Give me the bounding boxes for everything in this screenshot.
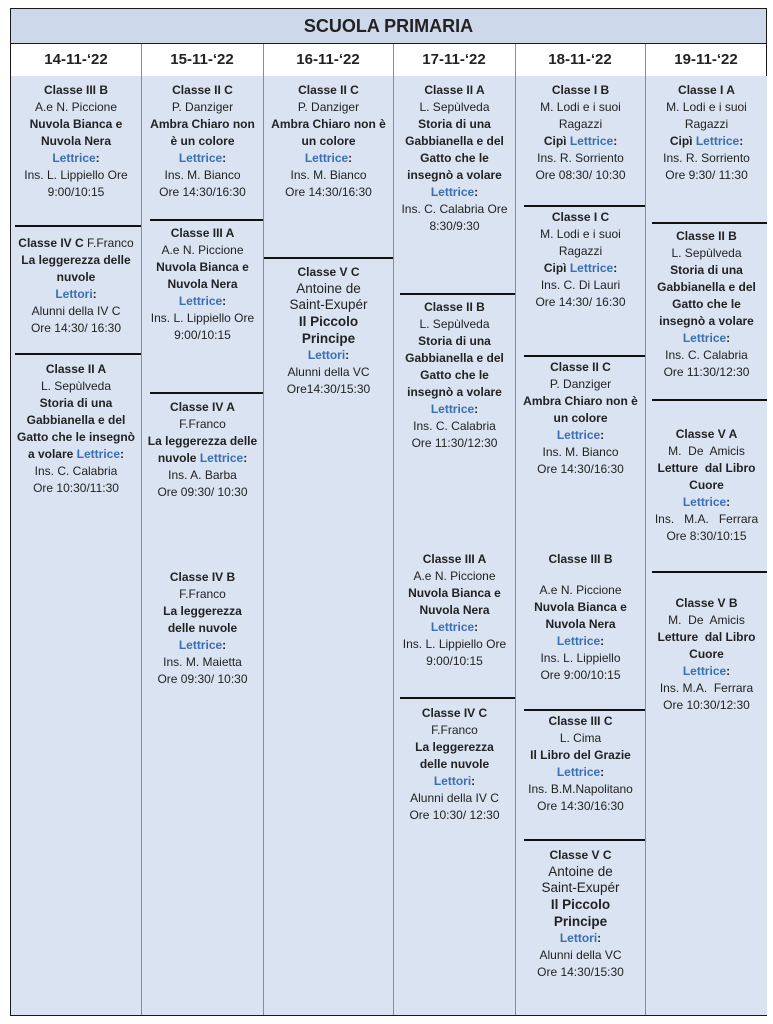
book-title: Principe <box>553 914 608 929</box>
book-title: Gabbianella e del <box>405 134 504 148</box>
book-title: Gatto che le insegnò <box>16 430 136 444</box>
day-header-4: 17-11-‘22 <box>422 51 486 68</box>
class-name: Classe III A <box>170 226 235 240</box>
author: A.e N. Piccione <box>34 100 118 114</box>
teacher: Ins. L. Lippiello <box>540 651 621 665</box>
day-header-6: 19-11-‘22 <box>674 51 738 68</box>
book-title: insegnò a volare <box>659 314 754 328</box>
session-block: Classe I B M. Lodi e i suoi Ragazzi Cipì Lettrice: Ins. R. Sorriento Ore 08:30/ 10:30 <box>516 82 645 184</box>
book-title: Nuvola Bianca e <box>29 117 123 131</box>
book-title: nuvole <box>157 451 197 465</box>
time-slot: Ore 14:30/16:30 <box>537 799 624 813</box>
time-slot: Ore 14:30/15:30 <box>537 965 624 979</box>
author: L. Sepùlveda <box>40 379 112 393</box>
book-title: a volare <box>27 447 74 461</box>
book-title: Storia di una <box>39 396 113 410</box>
book-title: La leggerezza delle <box>147 434 258 448</box>
book-title: La leggerezza <box>163 604 242 618</box>
reader-role: Lettrice <box>199 451 244 465</box>
author: M. Lodi e i suoi <box>540 100 621 114</box>
session-block: Classe III B A.e N. Piccione Nuvola Bianca e Nuvola Nera Lettrice: Ins. L. Lippiello Ore 9:00/10:15 <box>516 551 645 684</box>
reader-role: Lettrice <box>682 331 727 345</box>
time-slot: 8:30/9:30 <box>429 219 480 233</box>
author: M. De Amicis <box>668 444 745 458</box>
teacher: Ins. M. Bianco <box>290 168 367 182</box>
reader-role: Lettrice <box>178 294 223 308</box>
author: Saint-Exupér <box>289 297 368 312</box>
book-title: Ambra Chiaro non <box>150 117 255 131</box>
session-block: Classe I C M. Lodi e i suoi Ragazzi Cipì Lettrice: Ins. C. Di Lauri Ore 14:30/ 16:30 <box>516 209 645 311</box>
session-block: Classe II C P. Danziger Ambra Chiaro non è un colore Lettrice: Ins. M. Bianco Ore 14:30/16:30 <box>142 82 263 201</box>
reader-role: Lettrice <box>569 261 614 275</box>
time-slot: Ore 09:30/ 10:30 <box>157 672 248 686</box>
column-day-2 <box>142 76 263 1015</box>
class-name: Classe II C <box>550 360 611 374</box>
reader-role: Lettrice <box>178 638 223 652</box>
session-block: Classe III B A.e N. Piccione Nuvola Bianca e Nuvola Nera Lettrice: Ins. L. Lippiello Ore 9:00/10:15 <box>11 82 141 201</box>
class-name: Classe II A <box>424 83 485 97</box>
teacher: Ins. M. Bianco <box>164 168 241 182</box>
author: A.e N. Piccione <box>539 583 622 597</box>
column-day-1 <box>11 76 141 1015</box>
teacher: Ins. M. Bianco <box>542 445 619 459</box>
block-divider <box>524 709 645 711</box>
time-slot: Ore 9:00/10:15 <box>540 668 621 682</box>
teacher: Ins. A. Barba <box>168 468 237 482</box>
class-name: Classe II B <box>676 229 737 243</box>
reader-role: Lettrice <box>682 664 727 678</box>
author: Antoine de <box>548 864 613 879</box>
time-slot: Ore 09:30/ 10:30 <box>157 485 248 499</box>
class-name: Classe V C <box>549 848 612 862</box>
page-title: SCUOLA PRIMARIA <box>11 9 766 44</box>
book-title: un colore <box>553 411 608 425</box>
book-title: è un colore <box>170 134 235 148</box>
book-title: Nuvola Nera <box>419 603 490 617</box>
time-slot: Ore14:30/15:30 <box>286 382 371 396</box>
teacher: Ins. L. Lippiello Ore <box>150 311 255 325</box>
teacher: Ins. M.A. Ferrara <box>654 512 759 526</box>
time-slot: Ore 8:30/10:15 <box>666 529 747 543</box>
teacher: Ins. C. Calabria <box>34 464 118 478</box>
author: P. Danziger <box>297 100 360 114</box>
book-title: Gabbianella e del <box>657 280 756 294</box>
book-title: delle nuvole <box>167 621 238 635</box>
book-title: Storia di una <box>418 117 491 131</box>
book-title: Cipì <box>543 134 567 148</box>
class-name: Classe V C <box>297 265 360 279</box>
author: P. Danziger <box>171 100 234 114</box>
reader-role: Lettori <box>307 348 346 362</box>
teacher: Ins. C. Calabria <box>665 348 748 362</box>
class-name: Classe I A <box>678 83 735 97</box>
block-divider <box>150 392 263 394</box>
day-header-5: 18-11-‘22 <box>548 51 612 68</box>
author: M. Lodi e i suoi <box>540 227 621 241</box>
class-name: Classe V A <box>675 427 738 441</box>
day-header-1: 14-11-‘22 <box>44 51 108 68</box>
class-name: Classe III B <box>43 83 109 97</box>
author: A.e N. Piccione <box>413 569 496 583</box>
session-block: Classe II A L. Sepùlveda Storia di una Gabbianella e del Gatto che le insegnò a volare Lettrice: Ins. C. Calabria Ore 8:30/9:30 <box>394 82 515 235</box>
teacher: Alunni della IV C <box>410 791 499 805</box>
session-block: Classe IV B F.Franco La leggerezza delle nuvole Lettrice: Ins. M. Maietta Ore 09:30/ 10:30 <box>142 569 263 688</box>
book-title: Storia di una <box>418 334 491 348</box>
reader-role: Lettrice <box>430 402 475 416</box>
reader-role: Lettrice <box>430 185 475 199</box>
schedule-table <box>10 8 767 1016</box>
class-name: Classe II B <box>424 300 485 314</box>
time-slot: Ore 14:30/16:30 <box>159 185 246 199</box>
class-name: Classe III B <box>548 552 613 566</box>
book-title: Nuvola Bianca e <box>156 260 249 274</box>
block-divider <box>400 697 515 699</box>
day-header-row <box>11 44 766 76</box>
book-title: Nuvola Nera <box>167 277 238 291</box>
reader-role: Lettrice <box>430 620 475 634</box>
author: L. Sepùlveda <box>419 317 490 331</box>
teacher: Ins. R. Sorriento <box>537 151 624 165</box>
session-block: Classe IV A F.Franco La leggerezza delle nuvole Lettrice: Ins. A. Barba Ore 09:30/ 10:30 <box>142 399 263 501</box>
teacher: Ins. L. Lippiello Ore <box>24 168 128 182</box>
block-divider <box>524 355 645 357</box>
time-slot: Ore 14:30/ 16:30 <box>535 295 626 309</box>
book-title: Nuvola Nera <box>545 617 616 631</box>
time-slot: Ore 11:30/12:30 <box>411 436 498 450</box>
session-block: Classe II C P. Danziger Ambra Chiaro non è un colore Lettrice: Ins. M. Bianco Ore 14:30/16:30 <box>264 82 393 201</box>
block-divider <box>652 571 767 573</box>
author: F.Franco <box>179 587 226 601</box>
class-name: Classe IV A <box>170 400 235 414</box>
reader-role: Lettrice <box>556 634 601 648</box>
day-header-2: 15-11-‘22 <box>170 51 234 68</box>
reader-role: Lettrice <box>695 134 740 148</box>
session-block: Classe V C Antoine de Saint-Exupér Il Piccolo Principe Lettori: Alunni della VC Ore14:30/15:30 <box>264 264 393 398</box>
teacher: Ins. L. Lippiello Ore <box>402 637 507 651</box>
author: F.Franco <box>431 723 478 737</box>
session-block: Classe II C P. Danziger Ambra Chiaro non è un colore Lettrice: Ins. M. Bianco Ore 14:30/16:30 <box>516 359 645 478</box>
book-title: Nuvola Bianca e <box>534 600 627 614</box>
teacher: Alunni della VC <box>539 948 622 962</box>
session-block: Classe I A M. Lodi e i suoi Ragazzi Cipì Lettrice: Ins. R. Sorriento Ore 9:30/ 11:30 <box>646 82 767 184</box>
book-title: delle nuvole <box>419 757 490 771</box>
author: M. Lodi e i suoi <box>666 100 747 114</box>
teacher: Alunni della VC <box>287 365 370 379</box>
book-title: nuvole <box>56 270 96 284</box>
class-name: Classe IV B <box>169 570 236 584</box>
reader-role: Lettrice <box>556 765 601 779</box>
session-block: Classe IV C F.Franco La leggerezza delle nuvole Lettori: Alunni della IV C Ore 10:30/ 12:30 <box>394 705 515 824</box>
book-title: Ambra Chiaro non è <box>271 117 386 131</box>
book-title: Il Libro del Grazie <box>530 748 631 762</box>
book-title: Gabbianella e del <box>26 413 126 427</box>
block-divider <box>150 219 263 221</box>
book-title: Principe <box>301 331 356 346</box>
day-header-3: 16-11-‘22 <box>296 51 360 68</box>
teacher: Ins. C. Di Lauri <box>540 278 621 292</box>
time-slot: Ore 9:30/ 11:30 <box>665 168 748 182</box>
time-slot: Ore 08:30/ 10:30 <box>535 168 626 182</box>
block-divider <box>400 293 515 295</box>
book-title: Gatto che le <box>420 151 489 165</box>
book-title: Cipì <box>543 261 567 275</box>
book-title: Letture dal Libro <box>657 461 756 475</box>
class-name: Classe I B <box>551 83 610 97</box>
author: A.e N. Piccione <box>161 243 244 257</box>
author: Ragazzi <box>684 117 729 131</box>
class-name: Classe I C <box>551 210 610 224</box>
book-title: un colore <box>301 134 356 148</box>
book-title: Storia di una <box>670 263 743 277</box>
time-slot: 9:00/10:15 <box>426 654 483 668</box>
block-divider <box>652 222 767 224</box>
book-title: Il Piccolo <box>298 314 359 329</box>
time-slot: Ore 10:30/12:30 <box>663 698 750 712</box>
teacher: Ins. B.M.Napolitano <box>528 782 633 796</box>
time-slot: Ore 10:30/ 12:30 <box>409 808 500 822</box>
reader-role: Lettrice <box>52 151 96 165</box>
block-divider <box>15 225 141 227</box>
time-slot: Ore 11:30/12:30 <box>663 365 750 379</box>
book-title: Nuvola Nera <box>40 134 112 148</box>
author: L. Cima <box>559 731 602 745</box>
block-divider <box>524 205 645 207</box>
author: Saint-Exupér <box>541 880 620 895</box>
author: F.Franco <box>179 417 226 431</box>
teacher: Ins. C. Calabria Ore <box>401 202 508 216</box>
time-slot: Ore 14:30/ 16:30 <box>30 321 122 335</box>
column-day-3 <box>264 76 393 1015</box>
teacher: Alunni della IV C <box>31 304 121 318</box>
session-block: Classe V C Antoine de Saint-Exupér Il Piccolo Principe Lettori: Alunni della VC Ore 14:30/15:30 <box>516 847 645 981</box>
reader-role: Lettrice <box>682 495 727 509</box>
session-block: Classe V B M. De Amicis Letture dal Libro Cuore Lettrice: Ins. M.A. Ferrara Ore 10:30/12:30 <box>646 595 767 714</box>
class-name: Classe V B <box>675 596 738 610</box>
book-title: Ambra Chiaro non è <box>523 394 638 408</box>
teacher: Ins. M.A. Ferrara <box>659 681 754 695</box>
author: Ragazzi <box>558 117 603 131</box>
book-title: Cuore <box>689 478 724 492</box>
time-slot: Ore 10:30/11:30 <box>33 481 119 495</box>
book-title: Gatto che le <box>420 368 489 382</box>
session-block: Classe IV C F.Franco La leggerezza delle nuvole Lettori: Alunni della IV C Ore 14:30/ 16:30 <box>11 235 141 337</box>
author: F.Franco <box>87 236 134 250</box>
reader-role: Lettrice <box>76 447 121 461</box>
teacher: Ins. C. Calabria <box>413 419 496 433</box>
reader-role: Lettrice <box>178 151 223 165</box>
session-block: Classe III A A.e N. Piccione Nuvola Bianca e Nuvola Nera Lettrice: Ins. L. Lippiello Ore 9:00/10:15 <box>142 225 263 344</box>
book-title: Gabbianella e del <box>405 351 504 365</box>
class-name: Classe II C <box>172 83 233 97</box>
session-block: Classe II A L. Sepùlveda Storia di una Gabbianella e del Gatto che le insegnò a volare Lettrice: Ins. C. Calabria Ore 10:30/11:30 <box>11 361 141 497</box>
book-title: Letture dal Libro <box>657 630 756 644</box>
session-block: Classe V A M. De Amicis Letture dal Libro Cuore Lettrice: Ins. M.A. Ferrara Ore 8:30/10:15 <box>646 426 767 545</box>
time-slot: Ore 14:30/16:30 <box>285 185 372 199</box>
block-divider <box>652 399 767 401</box>
session-block: Classe III C L. Cima Il Libro del Grazie Lettrice: Ins. B.M.Napolitano Ore 14:30/16:30 <box>516 713 645 815</box>
class-name: Classe III A <box>422 552 487 566</box>
author: Antoine de <box>296 281 361 296</box>
book-title: insegnò a volare <box>407 168 502 182</box>
book-title: insegnò a volare <box>407 385 502 399</box>
reader-role: Lettori <box>559 931 598 945</box>
book-title: Il Piccolo <box>550 897 611 912</box>
class-name: Classe III C <box>548 714 613 728</box>
block-divider <box>15 353 141 355</box>
book-title: La leggerezza <box>415 740 494 754</box>
reader-role: Lettrice <box>569 134 614 148</box>
author: L. Sepùlveda <box>671 246 742 260</box>
session-block: Classe II B L. Sepùlveda Storia di una Gabbianella e del Gatto che le insegnò a volare Lettrice: Ins. C. Calabria Ore 11:30/12:30 <box>394 299 515 452</box>
teacher: Ins. M. Maietta <box>163 655 242 669</box>
author: L. Sepùlveda <box>419 100 490 114</box>
class-name: Classe II C <box>298 83 359 97</box>
author: P. Danziger <box>549 377 612 391</box>
reader-role: Lettrice <box>556 428 601 442</box>
author: M. De Amicis <box>668 613 745 627</box>
reader-role: Lettori <box>55 287 93 301</box>
class-name: Classe IV C <box>18 236 84 250</box>
block-divider <box>524 839 645 841</box>
teacher: Ins. R. Sorriento <box>663 151 750 165</box>
author: Ragazzi <box>558 244 603 258</box>
book-title: La leggerezza delle <box>21 253 131 267</box>
book-title: Cuore <box>689 647 724 661</box>
session-block: Classe II B L. Sepùlveda Storia di una Gabbianella e del Gatto che le insegnò a volare Lettrice: Ins. C. Calabria Ore 11:30/12:30 <box>646 228 767 381</box>
block-divider <box>264 257 393 259</box>
book-title: Nuvola Bianca e <box>408 586 501 600</box>
column-day-6 <box>646 76 767 1015</box>
class-name: Classe II A <box>45 362 107 376</box>
time-slot: Ore 14:30/16:30 <box>537 462 624 476</box>
time-slot: 9:00/10:15 <box>174 328 231 342</box>
book-title: Cipì <box>669 134 693 148</box>
reader-role: Lettori <box>433 774 472 788</box>
session-block: Classe III A A.e N. Piccione Nuvola Bianca e Nuvola Nera Lettrice: Ins. L. Lippiello Ore 9:00/10:15 <box>394 551 515 670</box>
book-title: Gatto che le <box>672 297 741 311</box>
class-name: Classe IV C <box>421 706 488 720</box>
time-slot: 9:00/10:15 <box>47 185 105 199</box>
reader-role: Lettrice <box>304 151 349 165</box>
